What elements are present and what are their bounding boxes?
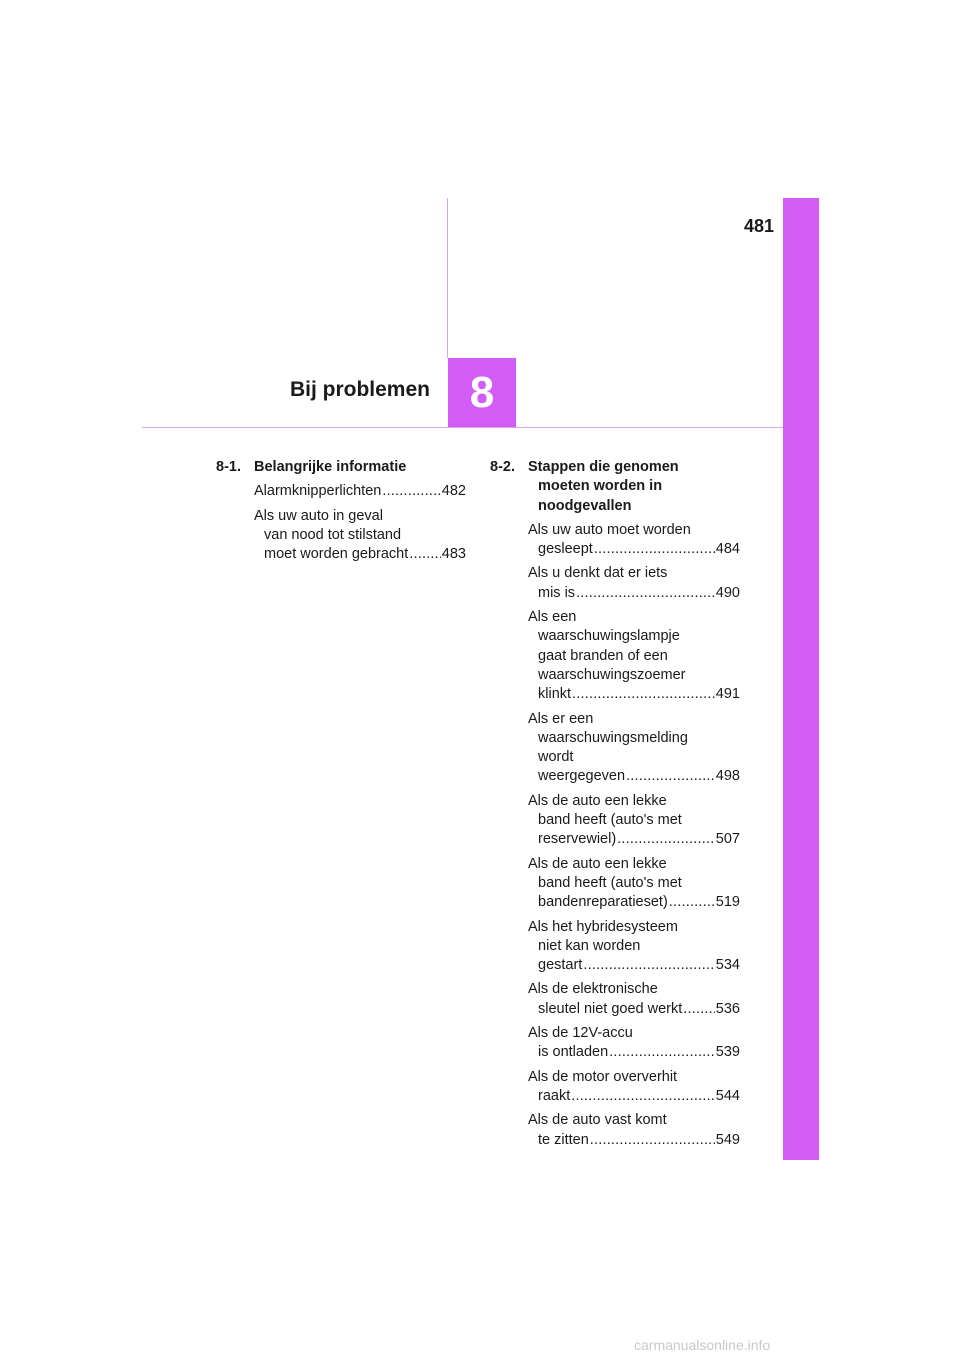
toc-entry-page: 539 bbox=[715, 1044, 740, 1061]
toc-entry-text: Als de elektronische bbox=[528, 981, 658, 998]
toc-entry-page: 544 bbox=[715, 1087, 740, 1104]
toc-entry-text: weergegeven bbox=[538, 768, 626, 785]
toc-entry[interactable] bbox=[528, 855, 740, 913]
chapter-number-box: 8 bbox=[448, 358, 516, 427]
section-number: 8-1. bbox=[216, 459, 241, 475]
toc-entry-page: 536 bbox=[715, 1000, 740, 1017]
toc-entry-page: 549 bbox=[715, 1131, 740, 1148]
toc-entry-text: te zitten bbox=[538, 1131, 589, 1148]
toc-entry[interactable] bbox=[528, 521, 740, 560]
toc-entry-text: klinkt bbox=[538, 686, 572, 703]
toc-entry[interactable] bbox=[528, 792, 740, 850]
horizontal-rule bbox=[142, 427, 783, 428]
dot-leader bbox=[382, 482, 440, 501]
toc-entry-text: Als uw auto moet worden bbox=[528, 521, 691, 538]
dot-leader bbox=[626, 767, 715, 786]
toc-entry-text: van nood tot stilstand bbox=[264, 526, 402, 543]
toc-entry[interactable] bbox=[528, 1111, 740, 1150]
toc-section-8-2 bbox=[490, 458, 740, 1150]
toc-entry-page: 491 bbox=[715, 686, 740, 703]
toc-entry-text: Als uw auto in geval bbox=[254, 507, 383, 524]
dot-leader bbox=[669, 893, 715, 912]
section-heading bbox=[490, 458, 740, 516]
dot-leader bbox=[409, 545, 441, 564]
toc-entry-text: Als de auto vast komt bbox=[528, 1112, 667, 1129]
toc-entry-page: 484 bbox=[715, 541, 740, 558]
toc-entry[interactable] bbox=[528, 564, 740, 603]
chapter-side-tab bbox=[783, 198, 819, 1160]
toc-entry[interactable] bbox=[528, 1068, 740, 1107]
chapter-title: Bij problemen bbox=[289, 378, 430, 401]
toc-entry-text: niet kan worden bbox=[538, 937, 641, 954]
dot-leader bbox=[583, 956, 714, 975]
toc-entry[interactable] bbox=[254, 507, 466, 565]
dot-leader bbox=[571, 1087, 715, 1106]
toc-entry[interactable] bbox=[528, 918, 740, 976]
toc-entry-page: 507 bbox=[715, 831, 740, 848]
toc-entry-text: waarschuwingslampje bbox=[538, 628, 680, 645]
toc-entry-text: bandenreparatieset) bbox=[538, 894, 668, 911]
toc-section-8-1 bbox=[216, 458, 466, 564]
toc-entry-page: 483 bbox=[441, 546, 466, 563]
toc-entry-page: 498 bbox=[715, 768, 740, 785]
toc-entry[interactable] bbox=[254, 482, 466, 501]
toc-entry-text: Als een bbox=[528, 609, 577, 626]
toc-entry-text: Als de motor oververhit bbox=[528, 1068, 678, 1085]
dot-leader bbox=[594, 540, 715, 559]
toc-entry[interactable] bbox=[528, 710, 740, 787]
toc-entry-text: band heeft (auto's met bbox=[538, 812, 682, 829]
toc-entry-text: is ontladen bbox=[538, 1044, 609, 1061]
footer-watermark: carmanualsonline.info bbox=[634, 1337, 771, 1353]
toc-entry-text: raakt bbox=[538, 1087, 571, 1104]
section-title-line: Stappen die genomen bbox=[528, 459, 679, 475]
vertical-rule bbox=[447, 198, 448, 358]
dot-leader bbox=[576, 584, 715, 603]
toc-entry-text: gestart bbox=[538, 957, 583, 974]
page-number: 481 bbox=[743, 216, 774, 236]
toc-entry[interactable] bbox=[528, 608, 740, 704]
toc-entry-text: waarschuwingszoemer bbox=[538, 666, 686, 683]
dot-leader bbox=[617, 830, 715, 849]
toc-entry-page: 534 bbox=[715, 957, 740, 974]
toc-entry-text: band heeft (auto's met bbox=[538, 874, 682, 891]
toc-entry[interactable] bbox=[528, 980, 740, 1019]
section-title-line: moeten worden in bbox=[538, 478, 663, 495]
toc-entry-text: Als de auto een lekke bbox=[528, 855, 667, 872]
toc-entry-page: 490 bbox=[715, 584, 740, 601]
toc-entry-text: Als u denkt dat er iets bbox=[528, 565, 668, 582]
section-heading bbox=[216, 458, 466, 477]
dot-leader bbox=[590, 1131, 715, 1150]
toc-entry-text: Als er een bbox=[528, 710, 594, 727]
toc-entry-text: gaat branden of een bbox=[538, 647, 668, 664]
section-title-line: noodgevallen bbox=[538, 497, 632, 514]
toc-entry-text: wordt bbox=[538, 749, 574, 766]
dot-leader bbox=[609, 1043, 715, 1062]
toc-entry[interactable] bbox=[528, 1024, 740, 1063]
toc-entry-text: mis is bbox=[538, 584, 576, 601]
dot-leader bbox=[572, 685, 715, 704]
section-number: 8-2. bbox=[490, 459, 515, 475]
toc-entry-text: reservewiel) bbox=[538, 831, 617, 848]
toc-entry-text: Als het hybridesysteem bbox=[528, 918, 678, 935]
section-title-line: Belangrijke informatie bbox=[254, 459, 407, 475]
toc-entry-page: 482 bbox=[441, 483, 466, 500]
toc-entry-text: moet worden gebracht bbox=[264, 546, 409, 563]
toc-entry-page: 519 bbox=[715, 894, 740, 911]
toc-entry-text: waarschuwingsmelding bbox=[538, 729, 688, 746]
toc-entry-text: Alarmknipperlichten bbox=[254, 483, 382, 500]
toc-entry-text: gesleept bbox=[538, 541, 593, 558]
toc-entry-text: Als de auto een lekke bbox=[528, 792, 667, 809]
toc-entry-text: Als de 12V-accu bbox=[528, 1025, 633, 1042]
toc-entry-text: sleutel niet goed werkt bbox=[538, 1000, 683, 1017]
dot-leader bbox=[683, 1000, 715, 1019]
